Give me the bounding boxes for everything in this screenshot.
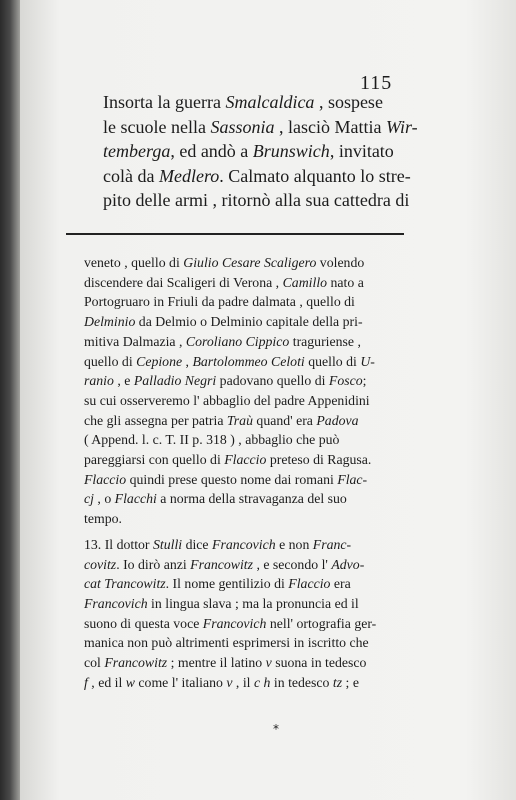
footnote-line — [84, 470, 415, 490]
text-run: suono di questa voce — [84, 615, 203, 631]
footnote-separator-rule — [66, 233, 404, 235]
italic-text: U- — [360, 353, 375, 369]
footnote-line — [84, 352, 415, 372]
footnote-line — [84, 430, 415, 450]
main-text-line — [103, 164, 415, 189]
italic-text: c h — [253, 674, 271, 690]
text-run: volendo — [316, 255, 365, 270]
text-run: . Il nome gentilizio di — [165, 576, 289, 592]
italic-text: Traù — [226, 412, 253, 428]
footnote-line — [84, 273, 415, 293]
text-run: pareggiarsi con quello di — [84, 452, 225, 468]
italic-text: cat Trancowitz — [84, 576, 166, 592]
text-run: tempo. — [84, 511, 122, 527]
italic-text: Flaccio — [84, 471, 127, 487]
italic-text: Franc- — [312, 536, 352, 552]
text-run: su cui osserveremo l' abbaglio del padre Appenidini — [84, 392, 370, 408]
text-run: nell' ortografia ger- — [266, 615, 377, 631]
text-run: mitiva Dalmazia , — [84, 333, 186, 349]
text-run: a norma della stravaganza del suo — [156, 491, 347, 507]
text-run: in tedesco — [270, 674, 333, 690]
footnote-line — [84, 489, 415, 509]
text-run: manica non può altrimenti esprimersi in iscritto che — [84, 635, 369, 651]
italic-text: Giulio Cesare Scaligero — [183, 255, 317, 270]
italic-text: Cepione — [136, 353, 183, 369]
italic-text: Sassonia — [210, 116, 275, 137]
italic-text: Francowitz — [104, 655, 168, 671]
text-run: suona in tedesco — [271, 655, 367, 671]
text-run: traguriense , — [289, 333, 361, 349]
text-run: , o — [93, 491, 115, 507]
italic-text: f — [84, 674, 88, 690]
italic-text: v — [226, 674, 233, 690]
text-run: , invitato — [329, 141, 394, 161]
text-run: dice — [182, 536, 213, 552]
text-run: in lingua slava ; ma la pronuncia ed il — [147, 595, 359, 611]
italic-text: Francowitz — [190, 556, 253, 572]
italic-text: Delminio — [84, 314, 136, 330]
italic-text: Francovich — [84, 595, 148, 611]
footnote-line — [84, 292, 415, 312]
italic-text: Francovich — [212, 536, 276, 552]
text-run: quello di — [84, 353, 137, 369]
footnote-line — [84, 653, 415, 673]
main-text-line — [103, 90, 415, 115]
text-run: che gli assegna per patria — [84, 412, 227, 428]
italic-text: covitz — [84, 556, 117, 572]
italic-text: Smalcaldica — [225, 92, 315, 112]
italic-text: Flaccio — [288, 576, 331, 592]
text-run: , — [182, 353, 193, 369]
italic-text: Fosco — [328, 373, 363, 389]
text-run: 13. Il dottor — [84, 536, 153, 552]
italic-text: cj — [84, 491, 94, 507]
text-run: quello di — [304, 353, 361, 369]
footnote-line — [84, 673, 415, 693]
text-run: ; e — [342, 674, 359, 690]
footnote-line — [84, 614, 415, 634]
italic-text: Advo- — [331, 556, 365, 572]
text-run: pito delle armi , ritornò alla sua cattedra di — [103, 190, 410, 210]
book-spine-shadow — [0, 0, 20, 800]
footnote-line — [84, 633, 415, 653]
footnote-line — [84, 450, 415, 470]
footnote-line — [84, 253, 415, 273]
text-run: , e secondo l' — [253, 556, 332, 572]
main-text-block — [103, 90, 418, 213]
text-run: e non — [275, 536, 313, 552]
footnote-line — [84, 574, 415, 594]
main-text-line — [103, 115, 418, 140]
italic-text: Padova — [316, 412, 359, 428]
text-run: . Calmato alquanto lo stre- — [219, 165, 411, 186]
text-run: , sospese — [314, 92, 383, 112]
italic-text: Coroliano Cippico — [185, 333, 290, 349]
text-run: nato a — [327, 274, 364, 290]
italic-text: v — [265, 655, 272, 671]
italic-text: Camillo — [282, 274, 328, 290]
text-run: come l' italiano — [134, 674, 227, 690]
text-run: . Io dirò anzi — [116, 556, 191, 572]
main-text-line — [103, 188, 415, 213]
text-run: , ed andò a — [170, 141, 253, 161]
text-run: ; mentre il latino — [167, 655, 266, 671]
footnote-line — [84, 594, 415, 614]
signature-mark: * — [273, 722, 279, 736]
italic-text: Brunswich — [252, 141, 330, 161]
italic-text: tz — [332, 674, 343, 690]
page-number: 115 — [360, 72, 393, 94]
italic-text: Stulli — [152, 536, 183, 552]
text-run: era — [330, 576, 351, 592]
footnote-line — [84, 312, 415, 332]
text-run: , lasciò Mattia — [274, 116, 386, 137]
italic-text: temberga — [103, 141, 171, 161]
text-run: Insorta la guerra — [103, 92, 226, 112]
text-run: veneto , quello di — [84, 255, 184, 270]
italic-text: Flacchi — [114, 491, 157, 507]
main-text-line — [103, 139, 415, 164]
text-run: le scuole nella — [103, 116, 211, 137]
text-run: colà da — [103, 165, 159, 186]
text-run: , ed il — [87, 674, 126, 690]
text-run: , e — [113, 373, 134, 389]
text-run: ; — [362, 373, 367, 389]
footnotes-block — [84, 253, 415, 692]
italic-text: Medlero — [158, 165, 220, 186]
text-run: preteso di Ragusa. — [266, 452, 372, 468]
text-run: da Delmio o Delminio capitale della pri- — [135, 314, 363, 330]
text-run: col — [84, 655, 105, 671]
italic-text: Flaccio — [224, 452, 267, 468]
text-run: discendere dai Scaligeri di Verona , — [84, 274, 283, 290]
footnote-line — [84, 371, 415, 391]
text-run: ( Append. l. c. T. II p. 318 ) , abbaglio che può — [84, 432, 340, 448]
footnote-line — [84, 535, 415, 555]
text-run: padovano quello di — [216, 373, 329, 389]
footnote-line — [84, 332, 415, 352]
italic-text: Wir- — [385, 116, 418, 137]
text-run: , il — [232, 674, 254, 690]
text-run: Portogruaro in Friuli da padre dalmata , quello di — [84, 294, 355, 310]
text-run: quindi prese questo nome dai romani — [126, 471, 338, 487]
footnote-line — [84, 509, 415, 529]
footnote-line — [84, 411, 415, 431]
italic-text: w — [125, 674, 135, 690]
text-run: quand' era — [252, 412, 317, 428]
italic-text: Flac- — [337, 471, 368, 487]
italic-text: ranio — [84, 373, 114, 389]
footnote-line — [84, 555, 415, 575]
italic-text: Francovich — [202, 615, 267, 631]
italic-text: Bartolommeo Celoti — [192, 353, 305, 369]
footnote-line — [84, 391, 415, 411]
italic-text: Palladio Negri — [133, 373, 217, 389]
